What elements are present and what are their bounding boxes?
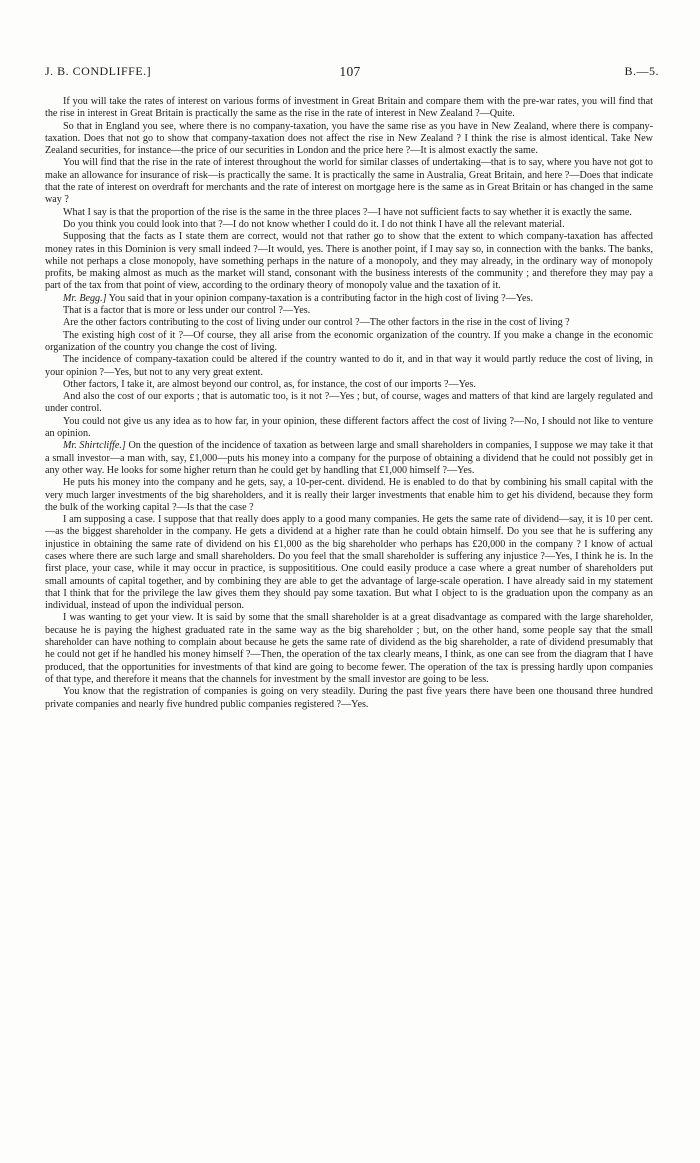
paragraph-text: Other factors, I take it, are almost beyond our control, as, for instance, the cost of our imports ?—Yes. <box>63 378 476 390</box>
paragraph-text: If you will take the rates of interest on various forms of investment in Great Britain and compare them with the pre-war rates, you will find that the rise in interest in Great Britain is practically the same as the rise in the rate of interest in New Zealand ?—Quite. <box>45 96 653 120</box>
paragraph <box>45 157 653 206</box>
paragraph <box>45 477 653 514</box>
paragraph <box>45 440 653 477</box>
speaker-label: Mr. Shirtcliffe.] <box>63 440 126 452</box>
paragraph <box>45 207 653 219</box>
paragraph-text: I was wanting to get your view. It is said by some that the small shareholder is at a great disadvantage as compared with the large shareholder, because he is paying the highest graduated rate in the same way as the big shareholder ; but, on the other hand, some people say that the small shareholder can have nothing to complain about because he gets the same rate of dividend as the big shareholder, a rate of dividend presumably that he could not get if he handled his money himself ?—Then, the operation of the tax clearly means, I think, as one can see from the diagram that I have produced, that the opportunities for investments of that kind are going to become fewer. The operation of the tax is pressing hardly upon companies of that type, and therefore it means that the channels for investment by the small investor are going to be less. <box>45 612 653 685</box>
paragraph-text: The existing high cost of it ?—Of course, they all arise from the economic organization of the country. If you make a change in the economic organization of the country you change the cost of living. <box>45 329 653 353</box>
paragraph-text: He puts his money into the company and he gets, say, a 10-per-cent. dividend. He is enabled to do that by combining his small capital with the very much larger investments of the big shareholders, and it is really their larger investments that enable him to get his dividend, because they form the bulk of the working capital ?—Is that the case ? <box>45 477 653 513</box>
paragraph <box>45 391 653 416</box>
paragraph <box>45 379 653 391</box>
paragraph-text: You said that in your opinion company-taxation is a contributing factor in the high cost of living ?—Yes. <box>106 292 534 304</box>
header-reference: B.—5. <box>624 64 659 78</box>
paragraph-text: And also the cost of our exports ; that is automatic too, is it not ?—Yes ; but, of course, wages and matters of that kind are largely regulated and under control. <box>45 391 653 415</box>
paragraph <box>45 231 653 292</box>
paragraph-text: What I say is that the proportion of the rise is the same in the three places ?—I have not sufficient facts to say whether it is exactly the same. <box>63 206 632 218</box>
paragraph-text: Supposing that the facts as I state them are correct, would not that rather go to show that the extent to which company-taxation has affected money rates in this Dominion is very small indeed ?—It would, yes. There is another point, if I may say so, in connection with the banks. The banks, while not perhaps a close monopoly, have something perhaps in the nature of a monopoly, and they may already, in the ordinary way of monopoly profits, be making almost as much as the market will stand, consonant with the business interests of the community ; and therefore they may pay a part of the tax from that point of view, according to the ordinary theory of monopoly value and the taxation of it. <box>45 231 653 292</box>
paragraph-text: Do you think you could look into that ?—I do not know whether I could do it. I do not think I have all the relevant material. <box>63 218 565 230</box>
paragraph <box>45 121 653 158</box>
header-author: J. B. CONDLIFFE.] <box>45 64 152 78</box>
paragraph <box>45 686 653 711</box>
paragraph-text: So that in England you see, where there is no company-taxation, you have the same rise as you have in New Zealand, where there is company-taxation. Does that not go to show that company-taxation does not affect the rise in New Zealand ? I think the rise is almost identical. Take New Zealand securities, for instance—the price of our securities in London and the price here ?—It is almost exactly the same. <box>45 120 653 157</box>
paragraph <box>45 293 653 305</box>
paragraph-text: The incidence of company-taxation could be altered if the country wanted to do it, and in that way it would partly reduce the cost of living, in your opinion ?—Yes, but not to any very great extent. <box>45 354 653 378</box>
paragraph <box>45 330 653 355</box>
paragraph-text: I am supposing a case. I suppose that that really does apply to a good many companies. He gets the same rate of dividend—say, it is 10 per cent.—as the biggest shareholder in the company. He gets a dividend at a higher rate than he could obtain himself. Do you see that he is suffering any injustice in obtaining the same rate of dividend on his £1,000 as the big shareholder who perhaps has £20,000 in the company ? I know of actual cases where there are such large and small shareholders. Do you feel that the small shareholder is suffering any injustice ?—Yes, I think he is. In the first place, your case, while it may occur in practice, is supposititious. One could easily produce a case where a great number of shareholders put small amounts of capital together, and by combining they are able to get the advantage of large-scale operation. I have already said in my statement that I think that for the privilege the law gives them they should pay some taxation. But what I object to is the graduation upon the company as an individual, instead of upon the individual person. <box>45 514 653 612</box>
paragraph <box>45 514 653 612</box>
paragraph <box>45 219 653 231</box>
page-body <box>45 96 653 711</box>
paragraph <box>45 416 653 441</box>
paragraph <box>45 317 653 329</box>
paragraph <box>45 612 653 686</box>
speaker-label: Mr. Begg.] <box>63 292 107 304</box>
page-number: 107 <box>339 64 361 79</box>
paragraph <box>45 354 653 379</box>
paragraph-text: You will find that the rise in the rate of interest throughout the world for similar classes of undertaking—that is to say, where you have not got to make an allowance for insurance of risk—is practically the same. It is practically the same in Australia, Great Britain, and here ?—Does that indicate that the rate of interest on overdraft for merchants and the rate of interest on mortgage here is the same as in Great Britain or has changed in the same way ? <box>45 157 653 206</box>
paragraph-text: That is a factor that is more or less under our control ?—Yes. <box>63 305 311 317</box>
paragraph-text: On the question of the incidence of taxation as between large and small shareholders in companies, I suppose we may take it that a small investor—a man with, say, £1,000—puts his money into a company for the purpose of obtaining a dividend that he could not possibly get in any other way. He looks for some higher return than he could get by handling that £1,000 himself ?—Yes. <box>45 440 654 476</box>
paragraph <box>45 96 653 121</box>
paragraph-text: You know that the registration of companies is going on very steadily. During the past five years there have been one thousand three hundred private companies and nearly five hundred public companies registered ?—Yes. <box>45 686 653 710</box>
paragraph-text: Are the other factors contributing to the cost of living under our control ?—The other factors in the rise in the cost of living ? <box>63 317 570 329</box>
paragraph <box>45 305 653 317</box>
paragraph-text: You could not give us any idea as to how far, in your opinion, these different factors affect the cost of living ?—No, I should not like to venture an opinion. <box>45 415 653 440</box>
